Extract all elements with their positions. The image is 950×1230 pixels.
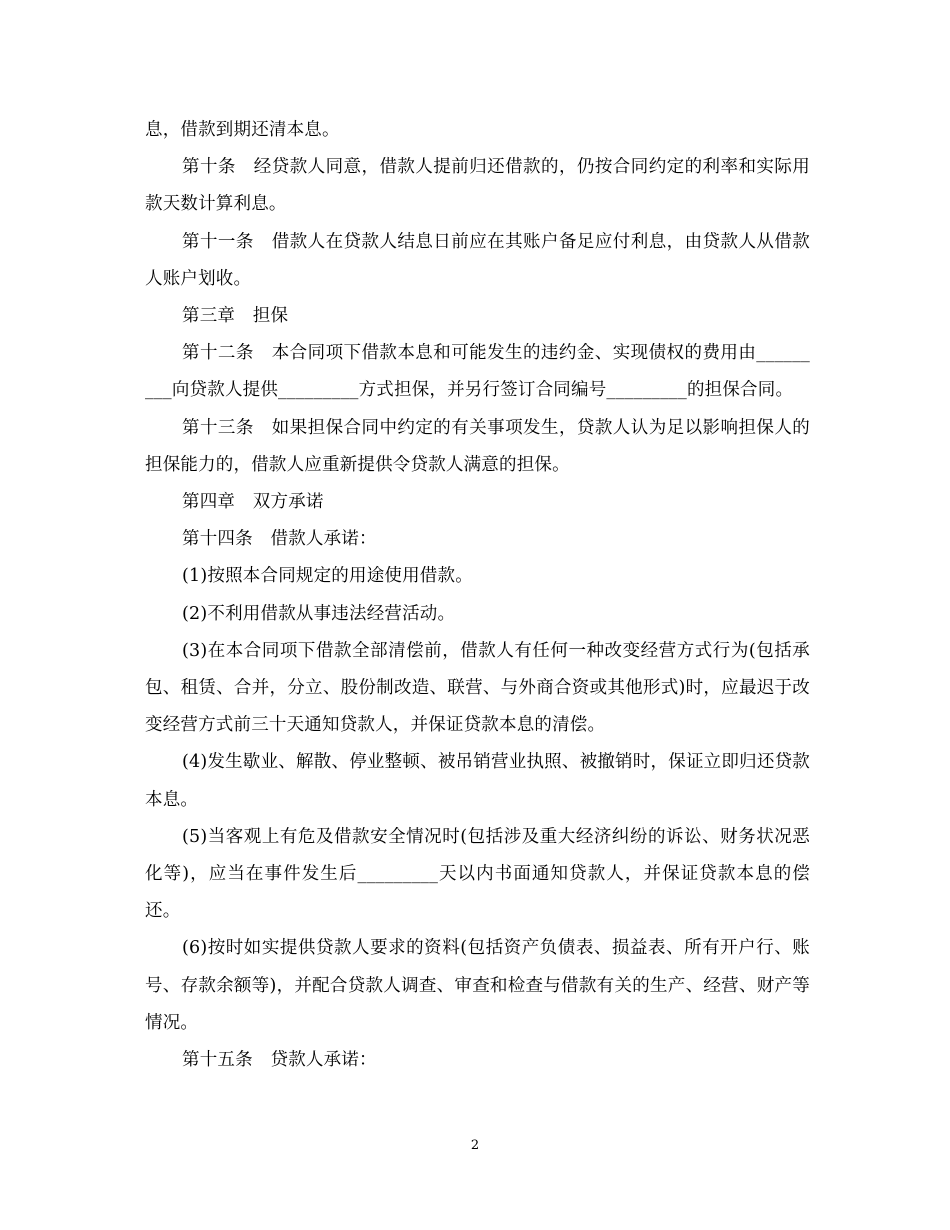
article-15: 第十五条 贷款人承诺： [182, 1050, 377, 1071]
document-body [145, 112, 810, 1079]
page-number: 2 [470, 1138, 480, 1153]
article-14-item-1: (1)按照本合同规定的用途使用借款。 [182, 566, 473, 587]
chapter-4-heading: 第四章 双方承诺 [182, 492, 324, 513]
article-14-item-2: (2)不利用借款从事违法经营活动。 [182, 603, 456, 624]
paragraph-continuation: 息，借款到期还清本息。 [145, 120, 340, 140]
article-10: 第十条 经贷款人同意，借款人提前归还借款的，仍按合同约定的利率和实际用款天数计算利息。 [145, 157, 810, 215]
article-13: 第十三条 如果担保合同中约定的有关事项发生，贷款人认为足以影响担保人的担保能力的，借款人应重新提供令贷款人满意的担保。 [145, 417, 810, 475]
article-11: 第十一条 借款人在贷款人结息日前应在其账户备足应付利息，由贷款人从借款人账户划收。 [145, 231, 810, 289]
article-14-item-4: (4)发生歇业、解散、停业整顿、被吊销营业执照、被撤销时，保证立即归还贷款本息。 [145, 752, 810, 810]
article-14-item-5: (5)当客观上有危及借款安全情况时(包括涉及重大经济纠纷的诉讼、财务状况恶化等)，应当在事件发生后_________天以内书面通知贷款人，并保证贷款本息的偿还。 [145, 826, 810, 922]
article-14: 第十四条 借款人承诺： [182, 529, 377, 550]
article-14-item-6: (6)按时如实提供贷款人要求的资料(包括资产负债表、损益表、所有开户行、账号、存款余额等)，并配合贷款人调查、审查和检查与借款有关的生产、经营、财产等情况。 [145, 938, 810, 1033]
article-12: 第十二条 本合同项下借款本息和可能发生的违约金、实现债权的费用由_________向贷款人提供_________方式担保，并另行签订合同编号_________的担保合同。 [145, 343, 810, 401]
article-14-item-3: (3)在本合同项下借款全部清偿前，借款人有任何一种改变经营方式行为(包括承包、租赁、合并，分立、股份制改造、联营、与外商合资或其他形式)时，应最迟于改变经营方式前三十天通知贷款人，并保证贷款本息的清偿。 [145, 640, 810, 736]
chapter-3-heading: 第三章 担保 [182, 306, 289, 327]
